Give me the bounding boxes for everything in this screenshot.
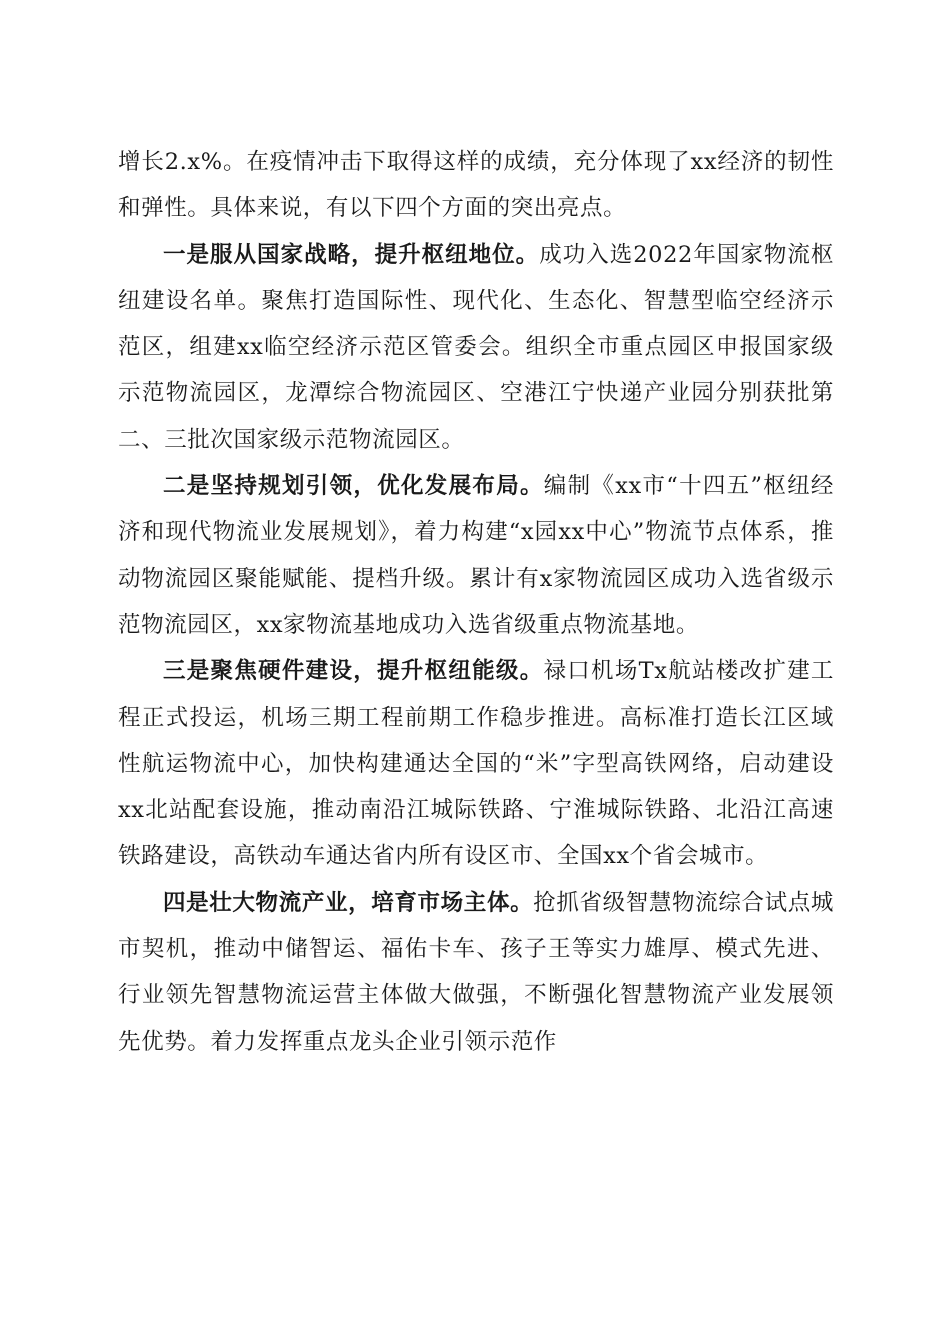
document-page — [118, 139, 834, 1065]
paragraph-point-1-heading: 一是服从国家战略，提升枢纽地位。 — [163, 241, 540, 268]
paragraph-point-1 — [118, 232, 834, 463]
paragraph-point-1-text: 成功入选2022年国家物流枢纽建设名单。聚焦打造国际性、现代化、生态化、智慧型临空经济示范区，组建xx临空经济示范区管委会。组织全市重点园区申报国家级示范物流园区，龙潭综合物流园区、空港江宁快递产业园分别获批第二、三批次国家级示范物流园区。 — [118, 241, 834, 453]
paragraph-point-2-text: 编制《xx市“十四五”枢纽经济和现代物流业发展规划》，着力构建“x园xx中心”物流节点体系，推动物流园区聚能赋能、提档升级。累计有x家物流园区成功入选省级示范物流园区，xx家物流基地成功入选省级重点物流基地。 — [118, 473, 834, 638]
paragraph-point-3 — [118, 648, 834, 879]
paragraph-point-4-heading: 四是壮大物流产业，培育市场主体。 — [163, 889, 534, 916]
paragraph-point-4-text: 抢抓省级智慧物流综合试点城市契机，推动中储智运、福佑卡车、孩子王等实力雄厚、模式先进、行业领先智慧物流运营主体做大做强，不断强化智慧物流产业发展领先优势。着力发挥重点龙头企业引领示范作 — [118, 889, 834, 1055]
paragraph-point-2 — [118, 463, 834, 648]
paragraph-point-2-heading: 二是坚持规划引领，优化发展布局。 — [163, 473, 544, 500]
paragraph-point-4 — [118, 880, 834, 1065]
paragraph-intro — [118, 139, 834, 232]
paragraph-point-3-text: 禄口机场Tx航站楼改扩建工程正式投运，机场三期工程前期工作稳步推进。高标准打造长江区域性航运物流中心，加快构建通达全国的“米”字型高铁网络，启动建设xx北站配套设施，推动南沿江城际铁路、宁淮城际铁路、北沿江高速铁路建设，高铁动车通达省内所有设区市、全国xx个省会城市。 — [118, 658, 834, 870]
paragraph-intro-text: 增长2.x%。在疫情冲击下取得这样的成绩，充分体现了xx经济的韧性和弹性。具体来说，有以下四个方面的突出亮点。 — [118, 149, 834, 222]
paragraph-point-3-heading: 三是聚焦硬件建设，提升枢纽能级。 — [163, 658, 544, 685]
